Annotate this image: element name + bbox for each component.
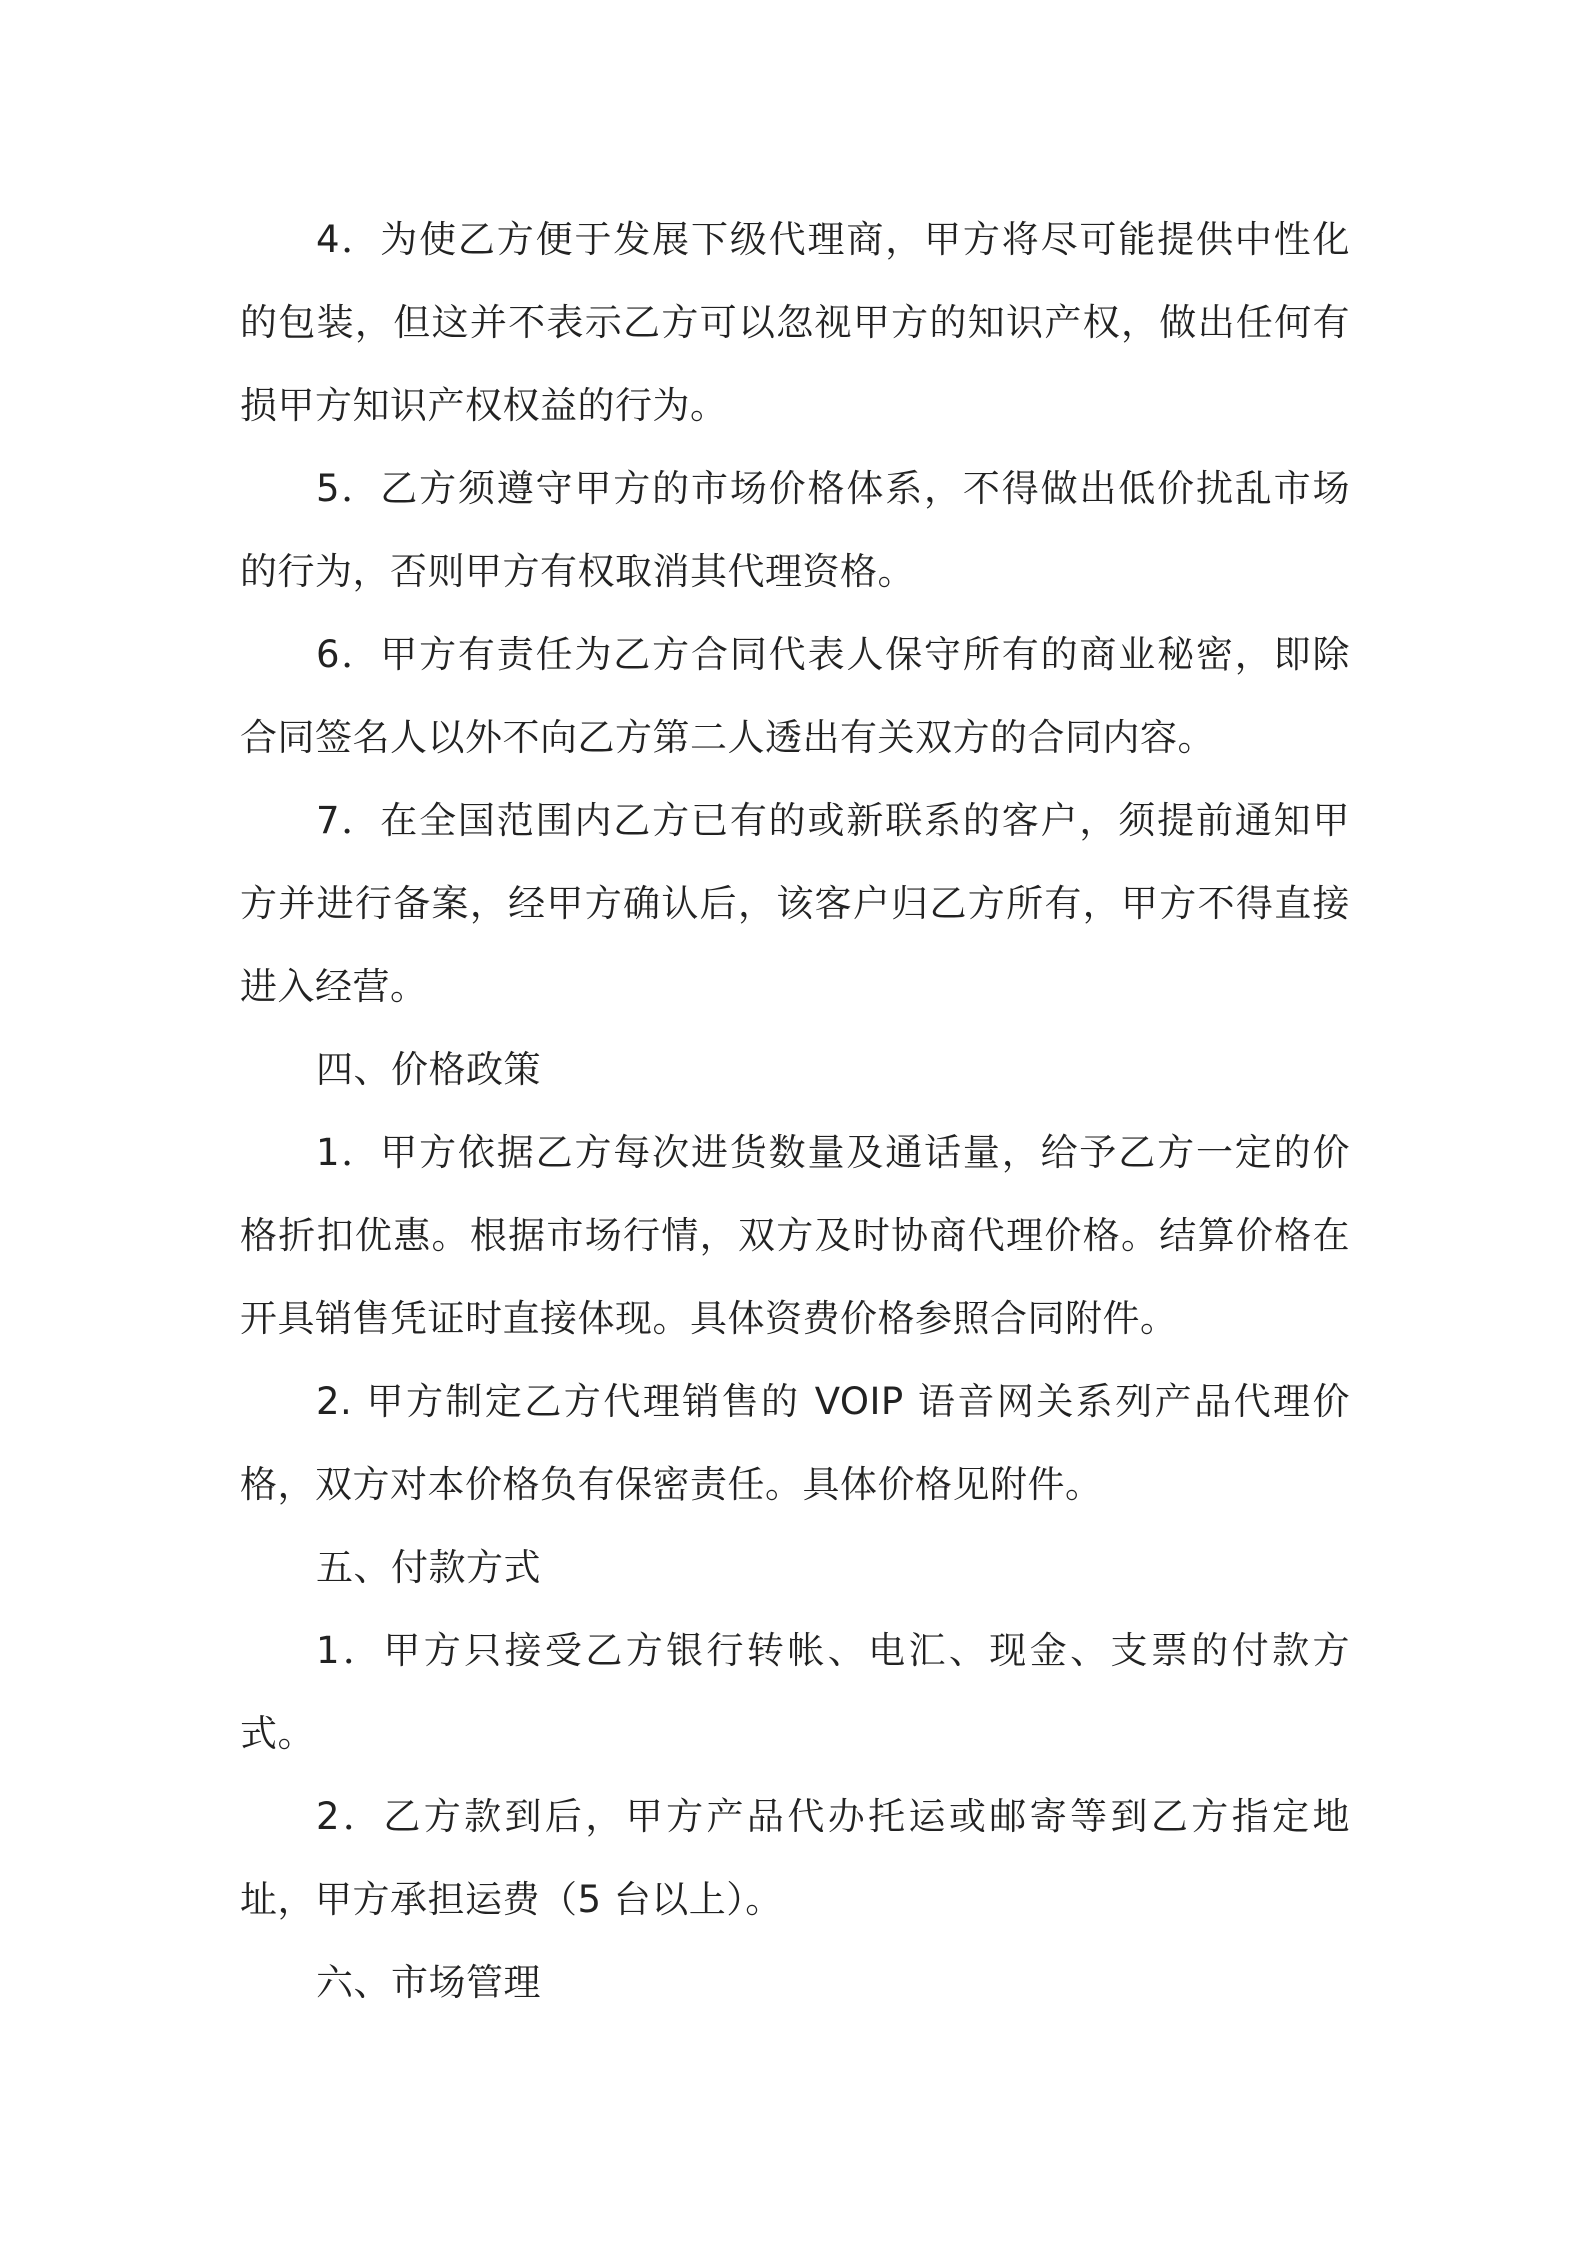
document-body: [240, 198, 1350, 2024]
clause-6-confidentiality: 6．甲方有责任为乙方合同代表人保守所有的商业秘密，即除合同签名人以外不向乙方第二人透出有关双方的合同内容。: [240, 633, 1350, 759]
clause-4-ip-packaging: 4．为使乙方便于发展下级代理商，甲方将尽可能提供中性化的包装，但这并不表示乙方可以忽视甲方的知识产权，做出任何有损甲方知识产权权益的行为。: [240, 218, 1350, 427]
clause-5-price-system: 5．乙方须遵守甲方的市场价格体系，不得做出低价扰乱市场的行为，否则甲方有权取消其代理资格。: [240, 467, 1350, 593]
payment-clause-1: 1．甲方只接受乙方银行转帐、电汇、现金、支票的付款方式。: [240, 1629, 1350, 1755]
section-heading-pricing-policy: 四、价格政策: [316, 1048, 541, 1091]
section-heading-market-management: 六、市场管理: [316, 1961, 541, 2004]
section-heading-payment-method: 五、付款方式: [316, 1546, 541, 1589]
payment-clause-2: 2．乙方款到后，甲方产品代办托运或邮寄等到乙方指定地址，甲方承担运费（5 台以上）。: [240, 1795, 1350, 1921]
pricing-clause-1: 1．甲方依据乙方每次进货数量及通话量，给予乙方一定的价格折扣优惠。根据市场行情，双方及时协商代理价格。结算价格在开具销售凭证时直接体现。具体资费价格参照合同附件。: [240, 1131, 1350, 1340]
clause-7-customer-registration: 7．在全国范围内乙方已有的或新联系的客户，须提前通知甲方并进行备案，经甲方确认后，该客户归乙方所有，甲方不得直接进入经营。: [240, 799, 1350, 1008]
pricing-clause-2: 2. 甲方制定乙方代理销售的 VOIP 语音网关系列产品代理价格，双方对本价格负有保密责任。具体价格见附件。: [240, 1380, 1350, 1506]
